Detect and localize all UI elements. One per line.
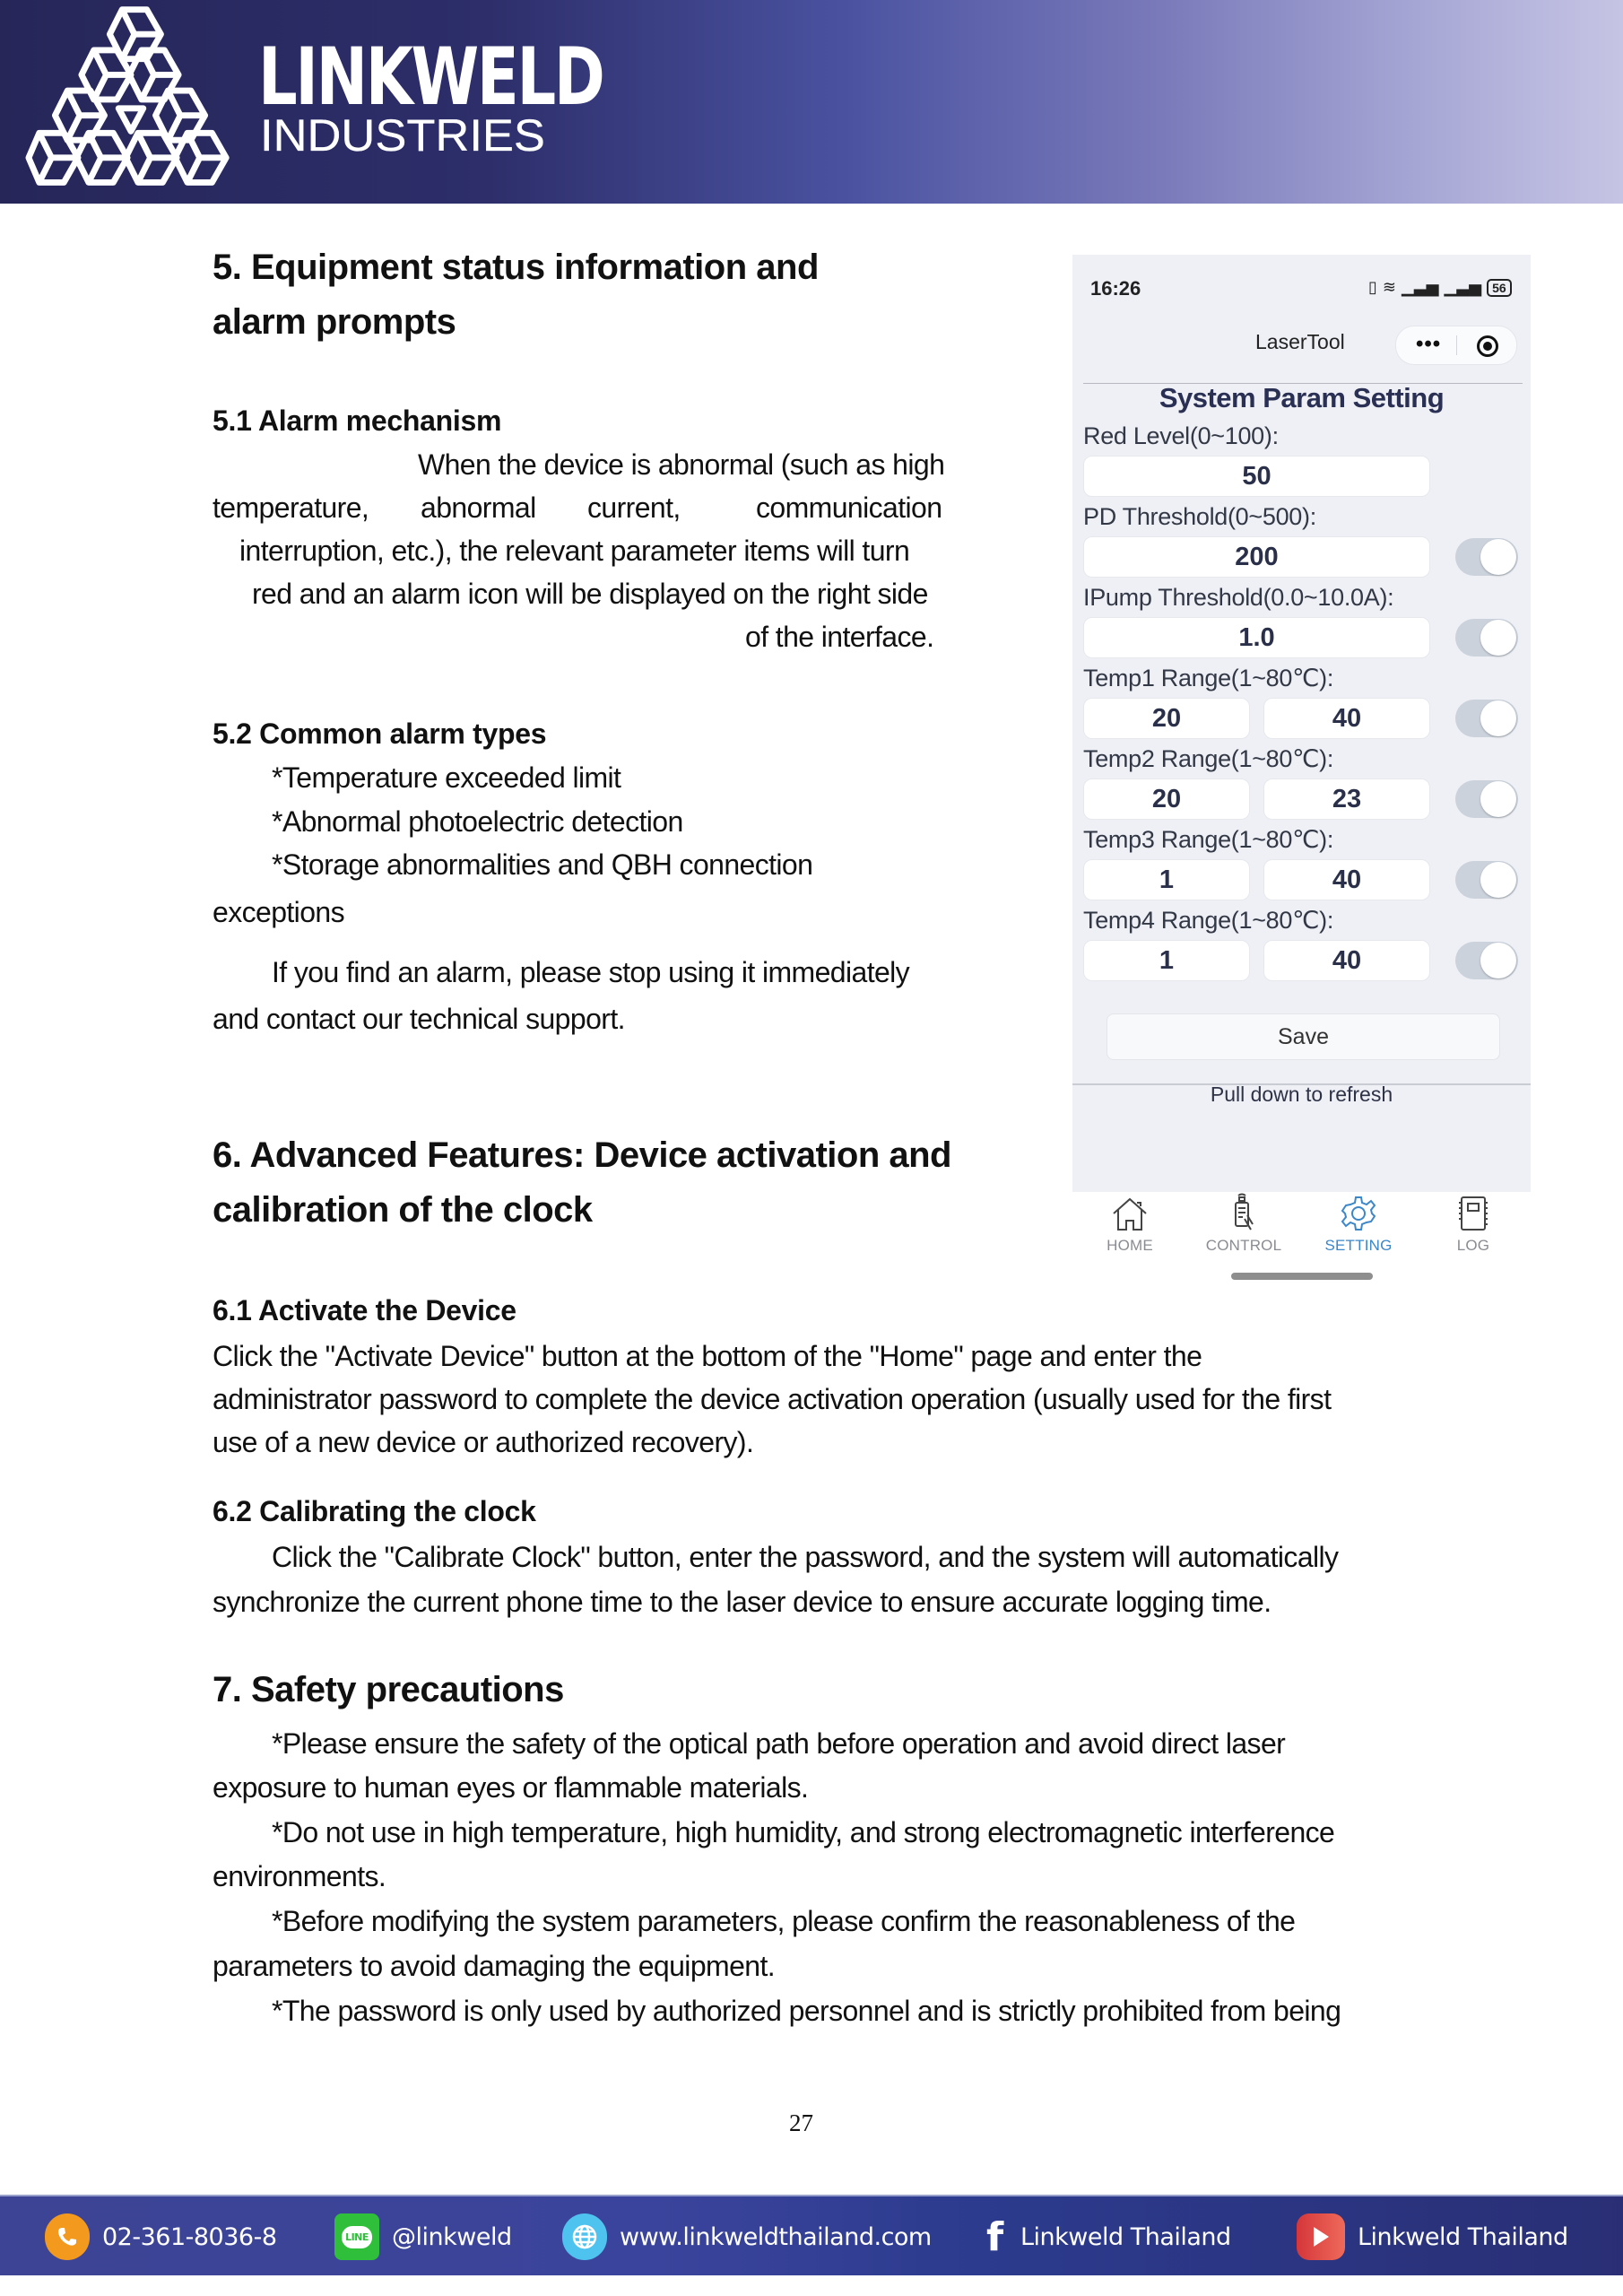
tab-log[interactable] bbox=[1424, 1196, 1523, 1255]
phone-icon bbox=[45, 2213, 90, 2260]
temp1-min-input[interactable]: 20 bbox=[1083, 698, 1250, 739]
notebook-icon bbox=[1458, 1196, 1488, 1231]
paragraph-line: environments. bbox=[213, 1860, 386, 1892]
paragraph-line: Click the "Calibrate Clock" button, enter the password, and the system will automatically bbox=[272, 1541, 1339, 1573]
signal-icon: ▁▃▅ bbox=[1444, 278, 1482, 296]
field-label-temp4: Temp4 Range(1~80℃): bbox=[1083, 907, 1334, 934]
facebook-icon: f bbox=[986, 2213, 1003, 2260]
paragraph-line: interruption, etc.), the relevant parameter items will turn bbox=[239, 535, 910, 567]
temp4-max-input[interactable]: 40 bbox=[1263, 940, 1430, 981]
paragraph-line: When the device is abnormal (such as high bbox=[418, 448, 945, 481]
paragraph-word: abnormal bbox=[421, 491, 536, 524]
paragraph-line: *The password is only used by authorized personnel and is strictly prohibited from being bbox=[272, 1995, 1341, 2027]
temp3-toggle[interactable] bbox=[1455, 861, 1518, 899]
paragraph-word: temperature, bbox=[213, 491, 369, 524]
footer-phone[interactable] bbox=[45, 2213, 277, 2260]
paragraph-line: *Do not use in high temperature, high humidity, and strong electromagnetic interference bbox=[272, 1816, 1335, 1848]
temp2-max-input[interactable]: 23 bbox=[1263, 778, 1430, 820]
field-label-temp3: Temp3 Range(1~80℃): bbox=[1083, 826, 1334, 853]
paragraph-line: Click the "Activate Device" button at the bottom of the "Home" page and enter the bbox=[213, 1340, 1202, 1372]
paragraph-line: parameters to avoid damaging the equipment. bbox=[213, 1950, 776, 1982]
website-url: www.linkweldthailand.com bbox=[620, 2222, 932, 2251]
settings-page-title: System Param Setting bbox=[1159, 382, 1445, 413]
red-level-input[interactable]: 50 bbox=[1083, 456, 1430, 497]
paragraph-line: red and an alarm icon will be displayed on the right side bbox=[252, 578, 928, 610]
list-item: *Storage abnormalities and QBH connection bbox=[272, 848, 813, 881]
field-label-temp2: Temp2 Range(1~80℃): bbox=[1083, 745, 1334, 772]
field-label-ipump-threshold: IPump Threshold(0.0~10.0A): bbox=[1083, 584, 1394, 611]
vibrate-icon: ▯ bbox=[1368, 278, 1377, 296]
ipump-threshold-toggle[interactable] bbox=[1455, 619, 1518, 657]
youtube-channel: Linkweld Thailand bbox=[1358, 2222, 1568, 2251]
paragraph-line: exposure to human eyes or flammable materials. bbox=[213, 1771, 809, 1804]
section-5-title-cont: alarm prompts bbox=[213, 302, 456, 342]
field-label-temp1: Temp1 Range(1~80℃): bbox=[1083, 665, 1334, 691]
paragraph-line: use of a new device or authorized recovery). bbox=[213, 1426, 754, 1458]
temp1-toggle[interactable] bbox=[1455, 700, 1518, 737]
paragraph-word: current, bbox=[587, 491, 681, 524]
tab-label: HOME bbox=[1107, 1237, 1153, 1254]
temp4-toggle[interactable] bbox=[1455, 942, 1518, 979]
section-7-title: 7. Safety precautions bbox=[213, 1670, 564, 1709]
status-time: 16:26 bbox=[1090, 277, 1141, 300]
paragraph-line: *Please ensure the safety of the optical path before operation and avoid direct laser bbox=[272, 1727, 1286, 1760]
tab-home[interactable] bbox=[1081, 1196, 1179, 1255]
tab-label: SETTING bbox=[1324, 1237, 1393, 1254]
tab-label: CONTROL bbox=[1205, 1237, 1282, 1254]
ipump-threshold-input[interactable]: 1.0 bbox=[1083, 617, 1430, 658]
globe-icon bbox=[562, 2213, 607, 2260]
temp4-min-input[interactable]: 1 bbox=[1083, 940, 1250, 981]
battery-icon: 56 bbox=[1487, 279, 1512, 297]
section-6-title-cont: calibration of the clock bbox=[213, 1190, 593, 1230]
temp3-max-input[interactable]: 40 bbox=[1263, 859, 1430, 900]
paragraph-line: *Before modifying the system parameters, please confirm the reasonableness of the bbox=[272, 1905, 1296, 1937]
paragraph-line: of the interface. bbox=[745, 621, 934, 653]
section-6-1-title: 6.1 Activate the Device bbox=[213, 1294, 516, 1326]
list-item-cont: exceptions bbox=[213, 896, 344, 928]
paragraph-line: and contact our technical support. bbox=[213, 1003, 625, 1035]
section-6-2-title: 6.2 Calibrating the clock bbox=[213, 1495, 536, 1527]
line-app-icon: LINE bbox=[334, 2213, 379, 2260]
brand-subtitle: INDUSTRIES bbox=[260, 110, 545, 161]
temp2-toggle[interactable] bbox=[1455, 780, 1518, 818]
paragraph-word: communication bbox=[756, 491, 942, 524]
signal-icon: ▁▃▅ bbox=[1402, 278, 1439, 296]
field-label-red-level: Red Level(0~100): bbox=[1083, 422, 1279, 449]
line-id: @linkweld bbox=[392, 2222, 512, 2251]
brand-name: LINKWELD bbox=[258, 30, 603, 123]
tab-control[interactable] bbox=[1194, 1196, 1293, 1255]
page-number: 27 bbox=[789, 2109, 813, 2136]
remote-control-icon bbox=[1228, 1192, 1260, 1231]
more-options-icon[interactable]: ••• bbox=[1416, 332, 1442, 356]
facebook-page: Linkweld Thailand bbox=[1020, 2222, 1231, 2251]
close-target-icon[interactable] bbox=[1477, 335, 1498, 357]
section-5-1-title: 5.1 Alarm mechanism bbox=[213, 404, 502, 437]
temp2-min-input[interactable]: 20 bbox=[1083, 778, 1250, 820]
field-label-pd-threshold: PD Threshold(0~500): bbox=[1083, 503, 1316, 530]
gear-icon bbox=[1341, 1196, 1376, 1231]
status-bar-icons bbox=[1368, 278, 1512, 297]
footer-line[interactable] bbox=[334, 2213, 512, 2260]
home-indicator bbox=[1231, 1273, 1373, 1280]
phone-number: 02-361-8036-8 bbox=[102, 2222, 277, 2251]
footer-youtube[interactable] bbox=[1297, 2213, 1568, 2260]
wifi-icon: ≋ bbox=[1382, 278, 1396, 296]
home-icon bbox=[1112, 1197, 1148, 1231]
section-6-title: 6. Advanced Features: Device activation and bbox=[213, 1135, 951, 1175]
tab-setting[interactable] bbox=[1309, 1196, 1408, 1255]
list-item: *Abnormal photoelectric detection bbox=[272, 805, 683, 838]
section-5-2-title: 5.2 Common alarm types bbox=[213, 718, 547, 750]
temp3-min-input[interactable]: 1 bbox=[1083, 859, 1250, 900]
capsule-divider bbox=[1456, 335, 1457, 355]
paragraph-line: synchronize the current phone time to the laser device to ensure accurate logging time. bbox=[213, 1586, 1271, 1618]
cube-pyramid-logo-icon bbox=[25, 4, 237, 190]
paragraph-line: If you find an alarm, please stop using it immediately bbox=[272, 956, 910, 988]
page-header-banner bbox=[0, 0, 1623, 204]
paragraph-line: administrator password to complete the device activation operation (usually used for the first bbox=[213, 1383, 1332, 1415]
tab-label: LOG bbox=[1456, 1237, 1490, 1254]
pd-threshold-input[interactable]: 200 bbox=[1083, 536, 1430, 578]
footer-website[interactable] bbox=[562, 2213, 932, 2260]
section-5-title: 5. Equipment status information and bbox=[213, 248, 819, 287]
app-title: LaserTool bbox=[1255, 330, 1345, 353]
miniapp-capsule bbox=[1395, 326, 1517, 365]
pull-to-refresh-hint: Pull down to refresh bbox=[1210, 1083, 1393, 1106]
save-button[interactable]: Save bbox=[1107, 1013, 1500, 1060]
youtube-play-icon bbox=[1297, 2213, 1345, 2260]
temp1-max-input[interactable]: 40 bbox=[1263, 698, 1430, 739]
pd-threshold-toggle[interactable] bbox=[1455, 538, 1518, 576]
list-item: *Temperature exceeded limit bbox=[272, 761, 621, 794]
footer-facebook[interactable] bbox=[986, 2213, 1231, 2260]
